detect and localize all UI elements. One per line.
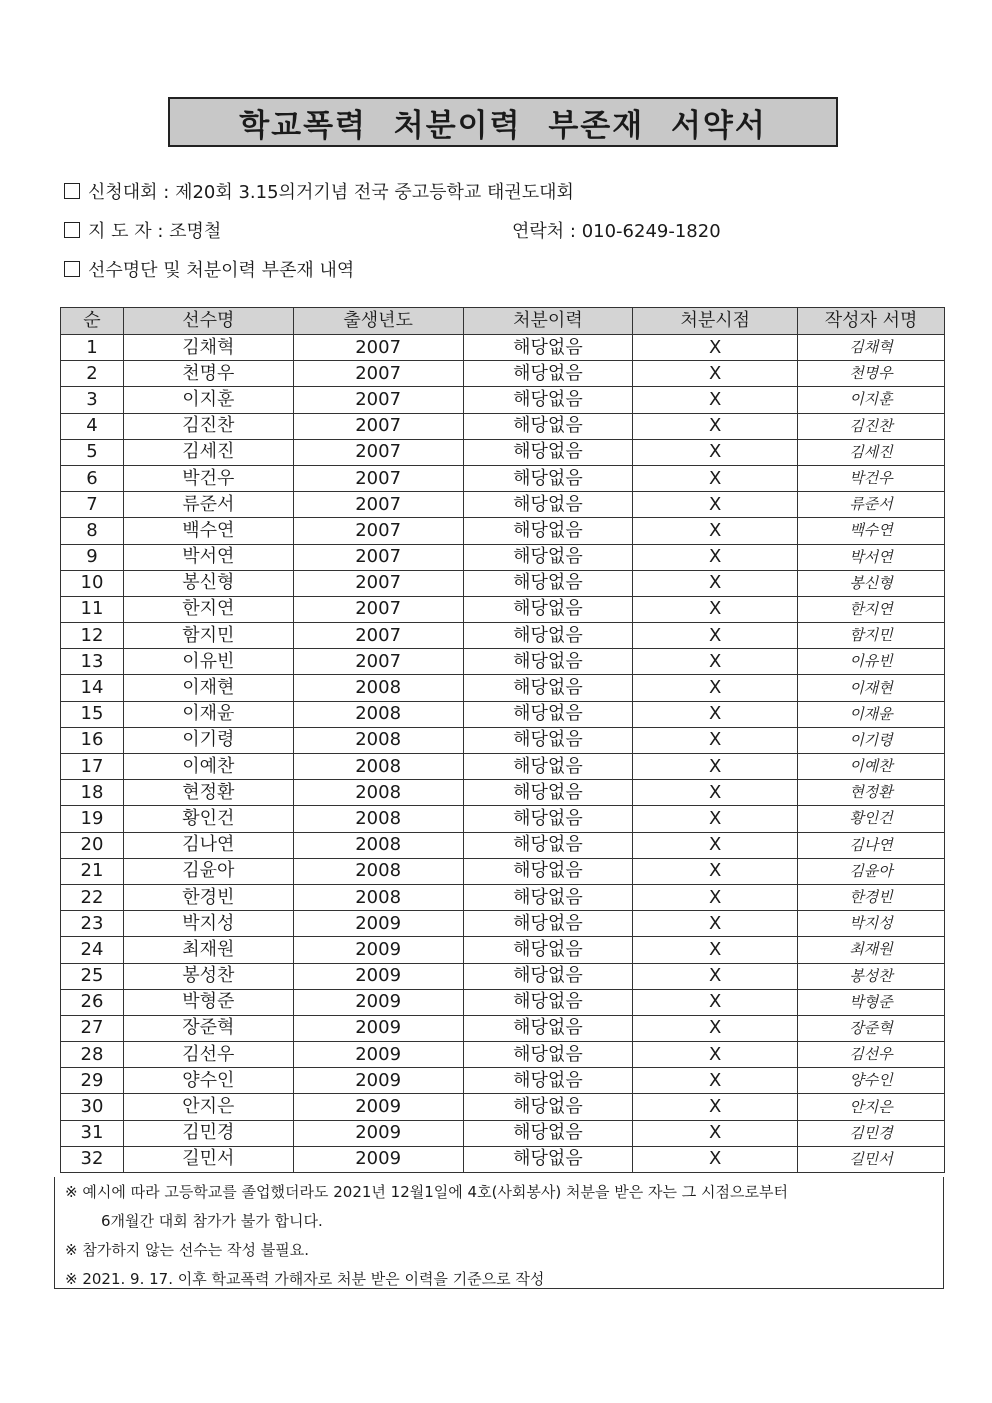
table-row — [61, 465, 945, 491]
signature: 박건우 — [798, 465, 945, 491]
birth-year: 2009 — [293, 1120, 463, 1146]
disposal-history: 해당없음 — [463, 465, 633, 491]
signature: 김민경 — [798, 1120, 945, 1146]
player-name: 한경빈 — [123, 884, 293, 910]
disposal-time: X — [633, 1015, 798, 1041]
signature: 김채혁 — [798, 335, 945, 361]
table-row — [61, 518, 945, 544]
player-name: 장준혁 — [123, 1015, 293, 1041]
disposal-history: 해당없음 — [463, 911, 633, 937]
signature: 백수연 — [798, 518, 945, 544]
row-number: 21 — [61, 858, 124, 884]
disposal-history: 해당없음 — [463, 387, 633, 413]
signature: 한지연 — [798, 596, 945, 622]
table-row — [61, 989, 945, 1015]
table-row — [61, 596, 945, 622]
birth-year: 2009 — [293, 1094, 463, 1120]
disposal-time: X — [633, 858, 798, 884]
player-name: 이재윤 — [123, 701, 293, 727]
note-1: ※ 예시에 따라 고등학교를 졸업했더라도 2021년 12월1일에 4호(사회봉사) 처분을 받은 자는 그 시점으로부터 — [65, 1183, 788, 1201]
header-name: 선수명 — [123, 308, 293, 335]
table-row — [61, 1068, 945, 1094]
player-name: 한지연 — [123, 596, 293, 622]
disposal-time: X — [633, 780, 798, 806]
disposal-history: 해당없음 — [463, 806, 633, 832]
birth-year: 2007 — [293, 439, 463, 465]
row-number: 4 — [61, 413, 124, 439]
disposal-time: X — [633, 963, 798, 989]
row-number: 12 — [61, 623, 124, 649]
disposal-time: X — [633, 1042, 798, 1068]
disposal-history: 해당없음 — [463, 361, 633, 387]
table-row — [61, 649, 945, 675]
note-2: ※ 참가하지 않는 선수는 작성 불필요. — [65, 1241, 310, 1259]
disposal-time: X — [633, 1146, 798, 1172]
birth-year: 2007 — [293, 518, 463, 544]
disposal-history: 해당없음 — [463, 754, 633, 780]
birth-year: 2008 — [293, 675, 463, 701]
signature: 류준서 — [798, 492, 945, 518]
table-row — [61, 727, 945, 753]
birth-year: 2008 — [293, 832, 463, 858]
table-row — [61, 544, 945, 570]
disposal-time: X — [633, 413, 798, 439]
disposal-time: X — [633, 492, 798, 518]
roster-body — [61, 335, 945, 1173]
disposal-time: X — [633, 1068, 798, 1094]
row-number: 28 — [61, 1042, 124, 1068]
checkbox-icon — [64, 222, 80, 238]
signature: 길민서 — [798, 1146, 945, 1172]
player-name: 김선우 — [123, 1042, 293, 1068]
disposal-time: X — [633, 623, 798, 649]
title-box — [168, 97, 838, 147]
disposal-history: 해당없음 — [463, 1146, 633, 1172]
table-row — [61, 1120, 945, 1146]
note-3: ※ 2021. 9. 17. 이후 학교폭력 가해자로 처분 받은 이력을 기준으로 작성 — [65, 1270, 545, 1288]
disposal-history: 해당없음 — [463, 492, 633, 518]
checkbox-icon — [64, 183, 80, 199]
disposal-time: X — [633, 911, 798, 937]
row-number: 20 — [61, 832, 124, 858]
birth-year: 2007 — [293, 387, 463, 413]
header-birth-year: 출생년도 — [293, 308, 463, 335]
player-name: 김윤아 — [123, 858, 293, 884]
disposal-history: 해당없음 — [463, 1042, 633, 1068]
table-row — [61, 623, 945, 649]
table-row — [61, 439, 945, 465]
header-no: 순 — [61, 308, 124, 335]
row-number: 15 — [61, 701, 124, 727]
section-line — [64, 256, 354, 282]
signature: 김나연 — [798, 832, 945, 858]
disposal-time: X — [633, 832, 798, 858]
birth-year: 2009 — [293, 911, 463, 937]
row-number: 6 — [61, 465, 124, 491]
disposal-time: X — [633, 806, 798, 832]
row-number: 11 — [61, 596, 124, 622]
notes-box — [54, 1177, 944, 1289]
birth-year: 2009 — [293, 1042, 463, 1068]
row-number: 1 — [61, 335, 124, 361]
table-row — [61, 780, 945, 806]
birth-year: 2009 — [293, 1146, 463, 1172]
player-name: 안지은 — [123, 1094, 293, 1120]
disposal-time: X — [633, 544, 798, 570]
row-number: 30 — [61, 1094, 124, 1120]
signature: 황인건 — [798, 806, 945, 832]
disposal-history: 해당없음 — [463, 884, 633, 910]
birth-year: 2009 — [293, 1068, 463, 1094]
signature: 박서연 — [798, 544, 945, 570]
player-name: 봉성찬 — [123, 963, 293, 989]
disposal-history: 해당없음 — [463, 937, 633, 963]
competition-value: 제20회 3.15의거기념 전국 중고등학교 태권도대회 — [175, 182, 574, 203]
birth-year: 2009 — [293, 963, 463, 989]
row-number: 19 — [61, 806, 124, 832]
player-name: 함지민 — [123, 623, 293, 649]
signature: 안지은 — [798, 1094, 945, 1120]
signature: 이유빈 — [798, 649, 945, 675]
player-name: 박건우 — [123, 465, 293, 491]
table-row — [61, 937, 945, 963]
disposal-time: X — [633, 335, 798, 361]
table-row — [61, 911, 945, 937]
table-row — [61, 1042, 945, 1068]
birth-year: 2008 — [293, 780, 463, 806]
coach-label: 지 도 자 : — [88, 221, 164, 242]
table-row — [61, 963, 945, 989]
row-number: 25 — [61, 963, 124, 989]
birth-year: 2007 — [293, 544, 463, 570]
table-row — [61, 754, 945, 780]
birth-year: 2008 — [293, 727, 463, 753]
contact-line — [512, 217, 721, 243]
row-number: 18 — [61, 780, 124, 806]
disposal-history: 해당없음 — [463, 1094, 633, 1120]
signature: 봉성찬 — [798, 963, 945, 989]
table-row — [61, 361, 945, 387]
table-row — [61, 832, 945, 858]
player-name: 백수연 — [123, 518, 293, 544]
table-row — [61, 1015, 945, 1041]
birth-year: 2008 — [293, 754, 463, 780]
disposal-time: X — [633, 465, 798, 491]
row-number: 14 — [61, 675, 124, 701]
signature: 장준혁 — [798, 1015, 945, 1041]
row-number: 7 — [61, 492, 124, 518]
table-row — [61, 884, 945, 910]
player-name: 박서연 — [123, 544, 293, 570]
row-number: 26 — [61, 989, 124, 1015]
row-number: 8 — [61, 518, 124, 544]
signature: 박형준 — [798, 989, 945, 1015]
signature: 박지성 — [798, 911, 945, 937]
player-name: 김나연 — [123, 832, 293, 858]
player-name: 이예찬 — [123, 754, 293, 780]
disposal-history: 해당없음 — [463, 570, 633, 596]
disposal-time: X — [633, 675, 798, 701]
disposal-history: 해당없음 — [463, 832, 633, 858]
birth-year: 2007 — [293, 570, 463, 596]
signature: 이지훈 — [798, 387, 945, 413]
player-name: 이지훈 — [123, 387, 293, 413]
player-name: 박지성 — [123, 911, 293, 937]
disposal-history: 해당없음 — [463, 1068, 633, 1094]
disposal-history: 해당없음 — [463, 518, 633, 544]
disposal-time: X — [633, 596, 798, 622]
player-name: 봉신형 — [123, 570, 293, 596]
header-history: 처분이력 — [463, 308, 633, 335]
signature: 김세진 — [798, 439, 945, 465]
row-number: 27 — [61, 1015, 124, 1041]
birth-year: 2007 — [293, 465, 463, 491]
table-row — [61, 675, 945, 701]
signature: 김선우 — [798, 1042, 945, 1068]
row-number: 29 — [61, 1068, 124, 1094]
table-row — [61, 387, 945, 413]
disposal-history: 해당없음 — [463, 544, 633, 570]
disposal-history: 해당없음 — [463, 675, 633, 701]
contact-value: 010-6249-1820 — [581, 221, 721, 242]
note-1-continued: 6개월간 대회 참가가 불가 합니다. — [101, 1212, 323, 1230]
signature: 이예찬 — [798, 754, 945, 780]
row-number: 32 — [61, 1146, 124, 1172]
birth-year: 2007 — [293, 492, 463, 518]
disposal-history: 해당없음 — [463, 623, 633, 649]
disposal-history: 해당없음 — [463, 413, 633, 439]
birth-year: 2007 — [293, 623, 463, 649]
disposal-history: 해당없음 — [463, 335, 633, 361]
row-number: 23 — [61, 911, 124, 937]
birth-year: 2008 — [293, 806, 463, 832]
player-name: 양수인 — [123, 1068, 293, 1094]
player-name: 최재원 — [123, 937, 293, 963]
disposal-time: X — [633, 649, 798, 675]
disposal-history: 해당없음 — [463, 649, 633, 675]
player-name: 이재현 — [123, 675, 293, 701]
table-row — [61, 1146, 945, 1172]
row-number: 2 — [61, 361, 124, 387]
player-name: 이기령 — [123, 727, 293, 753]
table-row — [61, 413, 945, 439]
signature: 김진찬 — [798, 413, 945, 439]
disposal-history: 해당없음 — [463, 963, 633, 989]
disposal-time: X — [633, 754, 798, 780]
coach-value: 조명철 — [169, 221, 222, 242]
signature: 한경빈 — [798, 884, 945, 910]
signature: 함지민 — [798, 623, 945, 649]
coach-line — [64, 217, 221, 243]
player-name: 김세진 — [123, 439, 293, 465]
disposal-time: X — [633, 518, 798, 544]
disposal-time: X — [633, 727, 798, 753]
disposal-history: 해당없음 — [463, 727, 633, 753]
table-row — [61, 335, 945, 361]
disposal-history: 해당없음 — [463, 1015, 633, 1041]
player-name: 현정환 — [123, 780, 293, 806]
disposal-time: X — [633, 570, 798, 596]
row-number: 31 — [61, 1120, 124, 1146]
document-title: 학교폭력 처분이력 부존재 서약서 — [239, 107, 767, 144]
signature: 이기령 — [798, 727, 945, 753]
header-signature: 작성자 서명 — [798, 308, 945, 335]
birth-year: 2009 — [293, 989, 463, 1015]
birth-year: 2007 — [293, 649, 463, 675]
row-number: 22 — [61, 884, 124, 910]
player-name: 김민경 — [123, 1120, 293, 1146]
row-number: 24 — [61, 937, 124, 963]
row-number: 17 — [61, 754, 124, 780]
table-row — [61, 570, 945, 596]
contact-label: 연락처 : — [512, 221, 576, 242]
table-row — [61, 1094, 945, 1120]
signature: 천명우 — [798, 361, 945, 387]
row-number: 16 — [61, 727, 124, 753]
header-time: 처분시점 — [633, 308, 798, 335]
disposal-history: 해당없음 — [463, 858, 633, 884]
disposal-history: 해당없음 — [463, 989, 633, 1015]
player-name: 김진찬 — [123, 413, 293, 439]
disposal-time: X — [633, 937, 798, 963]
table-row — [61, 858, 945, 884]
row-number: 5 — [61, 439, 124, 465]
row-number: 10 — [61, 570, 124, 596]
signature: 봉신형 — [798, 570, 945, 596]
disposal-time: X — [633, 884, 798, 910]
checkbox-icon — [64, 261, 80, 277]
disposal-time: X — [633, 701, 798, 727]
disposal-history: 해당없음 — [463, 780, 633, 806]
birth-year: 2008 — [293, 701, 463, 727]
row-number: 13 — [61, 649, 124, 675]
disposal-history: 해당없음 — [463, 701, 633, 727]
player-name: 김채혁 — [123, 335, 293, 361]
signature: 이재윤 — [798, 701, 945, 727]
signature: 양수인 — [798, 1068, 945, 1094]
birth-year: 2007 — [293, 335, 463, 361]
disposal-time: X — [633, 989, 798, 1015]
birth-year: 2007 — [293, 413, 463, 439]
birth-year: 2009 — [293, 1015, 463, 1041]
table-header-row — [61, 308, 945, 335]
birth-year: 2008 — [293, 884, 463, 910]
row-number: 9 — [61, 544, 124, 570]
signature: 현정환 — [798, 780, 945, 806]
disposal-time: X — [633, 361, 798, 387]
disposal-history: 해당없음 — [463, 596, 633, 622]
competition-label: 신청대회 : — [88, 182, 170, 203]
competition-line — [64, 178, 574, 204]
player-name: 이유빈 — [123, 649, 293, 675]
signature: 최재원 — [798, 937, 945, 963]
player-name: 길민서 — [123, 1146, 293, 1172]
section-label: 선수명단 및 처분이력 부존재 내역 — [88, 260, 355, 281]
disposal-history: 해당없음 — [463, 439, 633, 465]
disposal-time: X — [633, 1094, 798, 1120]
table-row — [61, 806, 945, 832]
disposal-time: X — [633, 439, 798, 465]
player-name: 천명우 — [123, 361, 293, 387]
player-name: 박형준 — [123, 989, 293, 1015]
disposal-time: X — [633, 1120, 798, 1146]
birth-year: 2009 — [293, 937, 463, 963]
birth-year: 2007 — [293, 361, 463, 387]
roster-table — [60, 307, 945, 1173]
player-name: 황인건 — [123, 806, 293, 832]
disposal-time: X — [633, 387, 798, 413]
player-name: 류준서 — [123, 492, 293, 518]
table-row — [61, 701, 945, 727]
birth-year: 2008 — [293, 858, 463, 884]
row-number: 3 — [61, 387, 124, 413]
signature: 김윤아 — [798, 858, 945, 884]
signature: 이재현 — [798, 675, 945, 701]
disposal-history: 해당없음 — [463, 1120, 633, 1146]
birth-year: 2007 — [293, 596, 463, 622]
table-row — [61, 492, 945, 518]
